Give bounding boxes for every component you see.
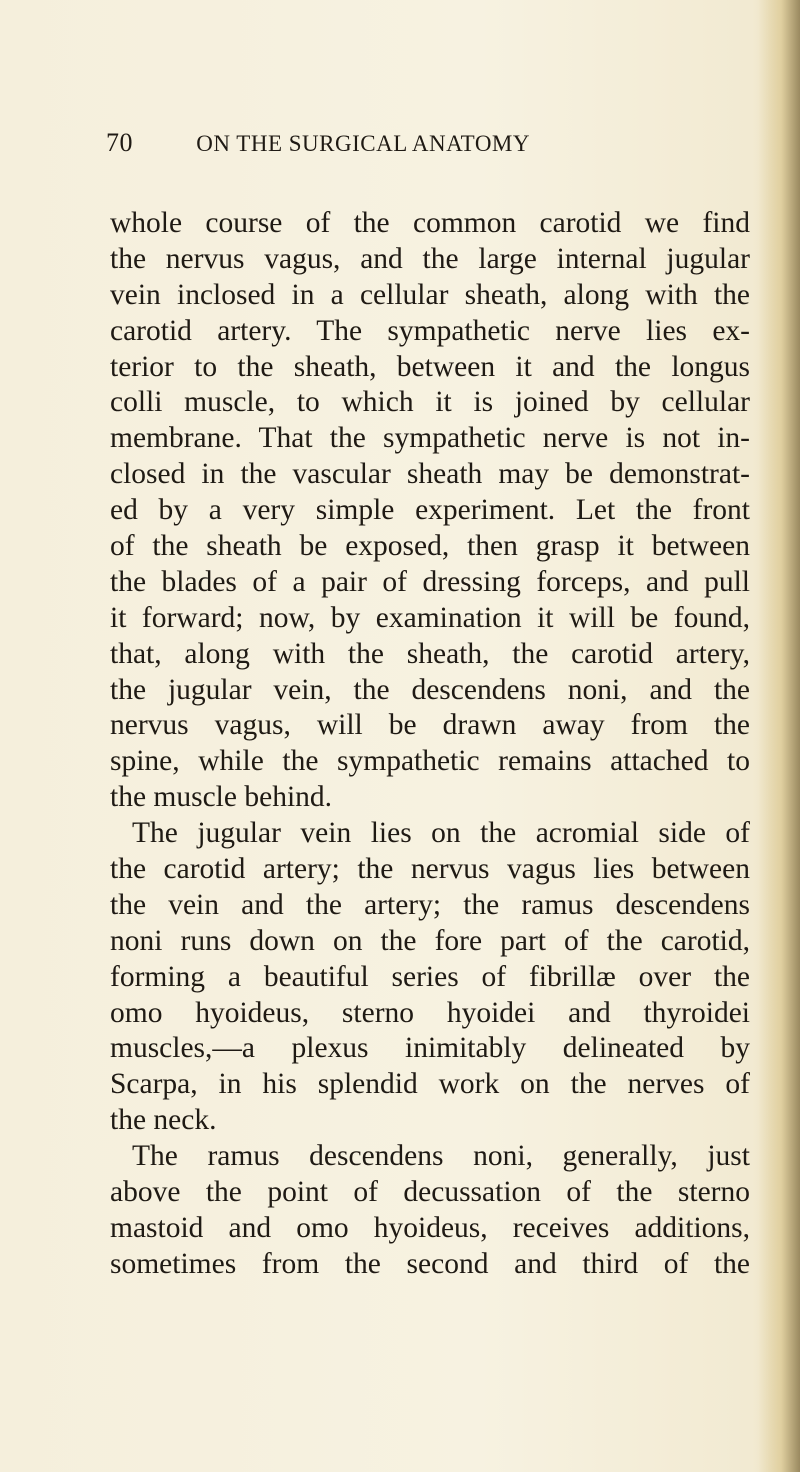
- text-line: it forward; now, by examination it will be found,: [110, 601, 750, 634]
- text-line: the jugular vein, the descendens noni, and the: [110, 673, 750, 706]
- text-line: spine, while the sympathetic remains attached to: [110, 745, 750, 778]
- text-line: whole course of the common carotid we find: [110, 207, 750, 239]
- text-line: the carotid artery; the nervus vagus lies between: [110, 853, 750, 886]
- text-line: omo hyoideus, sterno hyoidei and thyroidei: [110, 996, 750, 1029]
- text-line: membrane. That the sympathetic nerve is not in-: [110, 422, 750, 455]
- text-line: ed by a very simple experiment. Let the front: [110, 494, 750, 527]
- running-head-title: ON THE SURGICAL ANATOMY: [196, 131, 530, 156]
- text-line: above the point of decussation of the sterno: [110, 1176, 750, 1209]
- text-line: Scarpa, in his splendid work on the nerves of: [110, 1068, 750, 1101]
- text-line: mastoid and omo hyoideus, receives additions,: [110, 1211, 750, 1244]
- text-line: that, along with the sheath, the carotid artery,: [110, 637, 750, 670]
- text-line: closed in the vascular sheath may be demonstrat-: [110, 458, 750, 491]
- text-line: muscles,—a plexus inimitably delineated by: [110, 1032, 750, 1065]
- text-line: the vein and the artery; the ramus descendens: [110, 888, 750, 921]
- running-head: [106, 128, 706, 168]
- body-text: [110, 206, 750, 1283]
- text-line: the blades of a pair of dressing forceps, and pull: [110, 565, 750, 598]
- text-line: terior to the sheath, between it and the longus: [110, 350, 750, 383]
- page-edge-shadow: [758, 0, 800, 1472]
- text-line: colli muscle, to which it is joined by cellular: [110, 386, 750, 419]
- paragraph-start-line: The ramus descendens noni, generally, just: [132, 1140, 750, 1173]
- text-line: noni runs down on the fore part of the carotid,: [110, 924, 750, 957]
- text-line: the nervus vagus, and the large internal jugular: [110, 242, 750, 275]
- paragraph-start-line: The jugular vein lies on the acromial side of: [132, 817, 750, 850]
- paragraph-end-line: the neck.: [110, 1104, 217, 1137]
- text-line: vein inclosed in a cellular sheath, along with the: [110, 278, 750, 311]
- text-line: nervus vagus, will be drawn away from the: [110, 709, 750, 742]
- text-line: sometimes from the second and third of the: [110, 1247, 750, 1280]
- text-line: forming a beautiful series of fibrillæ over the: [110, 960, 750, 993]
- page-number: 70: [106, 128, 133, 157]
- paragraph-end-line: the muscle behind.: [110, 781, 333, 814]
- text-line: of the sheath be exposed, then grasp it between: [110, 530, 750, 563]
- text-line: carotid artery. The sympathetic nerve lies ex-: [110, 314, 750, 347]
